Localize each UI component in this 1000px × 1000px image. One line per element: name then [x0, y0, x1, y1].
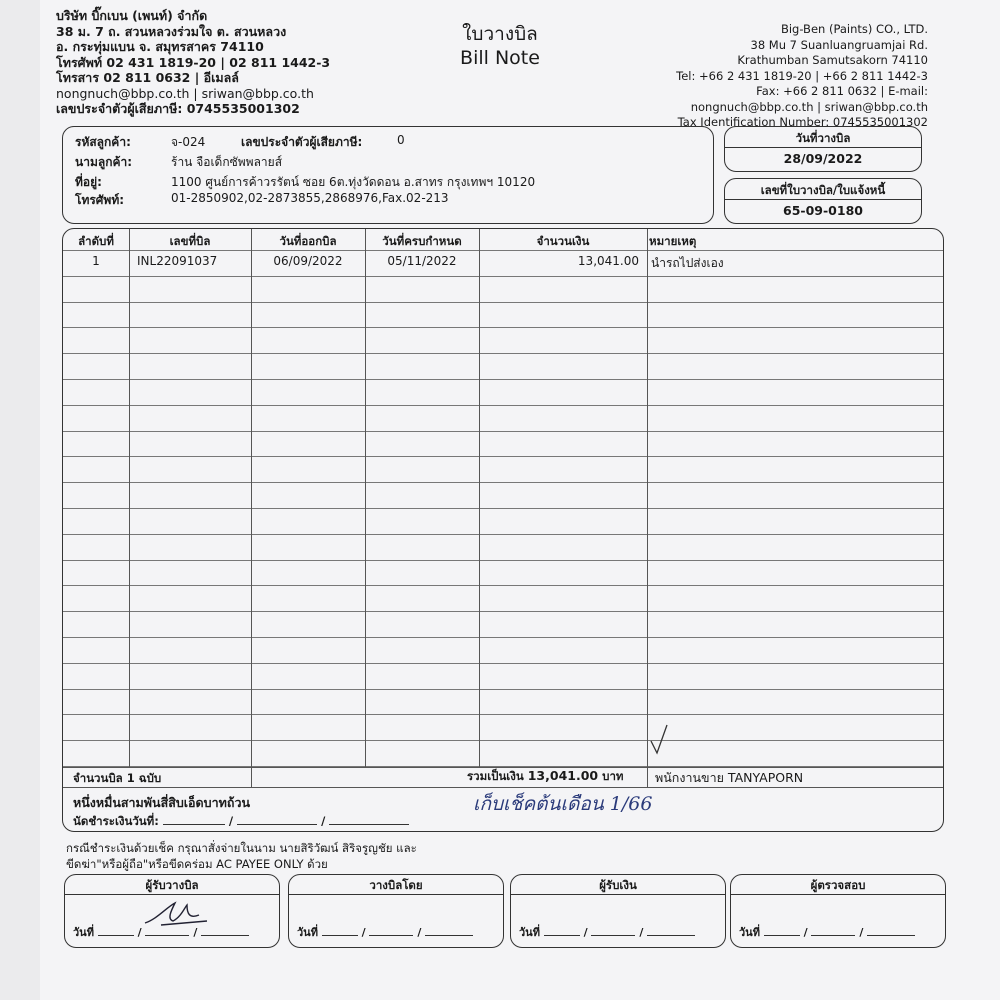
- header-due-date: วันที่ครบกำหนด: [382, 234, 462, 248]
- bill-date-value: 28/09/2022: [783, 151, 863, 166]
- signature-box-title: ผู้ตรวจสอบ: [810, 878, 866, 892]
- header-item-no: ลำดับที่: [78, 234, 114, 248]
- bill-number-label: เลขที่ใบวางบิล/ใบแจ้งหนี้: [760, 183, 886, 197]
- header-bill-no: เลขที่บิล: [169, 234, 211, 248]
- company-thai-tax: เลขประจำตัวผู้เสียภาษี: 0745535001302: [56, 101, 300, 116]
- salesperson-label: พนักงานขาย: [655, 770, 724, 785]
- company-thai-address-1: 38 ม. 7 ถ. สวนหลวงร่วมใจ ต. สวนหลวง: [56, 23, 287, 39]
- company-english-name: Big-Ben (Paints) CO., LTD.: [780, 22, 928, 36]
- table-ruled-line: [63, 379, 943, 380]
- customer-code: จ-024: [171, 135, 206, 149]
- payment-instruction-line-1: กรณีชำระเงินด้วยเช็ค กรุณาสั่งจ่ายในนาม นายสิริวัฒน์ สิริจรูญชัย และ: [66, 841, 417, 855]
- document-title: [420, 22, 580, 70]
- row-1-due-date: 05/11/2022: [387, 254, 457, 268]
- signature-box-receiver: [64, 874, 280, 948]
- payment-instruction-line-2: ขีดฆ่า"หรือผู้ถือ"หรือขีดคร่อม AC PAYEE ONLY ด้วย: [66, 857, 328, 871]
- customer-phone-label: โทรศัพท์:: [75, 193, 125, 207]
- payment-date-blank: [329, 814, 409, 825]
- company-english-header: [676, 22, 928, 131]
- company-thai-name: บริษัท บิ๊กเบน (เพนท์) จำกัด: [56, 8, 208, 23]
- payment-date-blank: [163, 814, 225, 825]
- salesperson-name: TANYAPORN: [727, 770, 804, 785]
- customer-address-label: ที่อยู่:: [75, 175, 102, 189]
- row-1-bill: INL22091037: [137, 254, 218, 268]
- signature-box-divider: [731, 894, 945, 895]
- signature-box-divider: [511, 894, 725, 895]
- table-ruled-line: [63, 534, 943, 535]
- footer-column-divider: [251, 767, 252, 787]
- row-1-amount: 13,041.00: [577, 254, 639, 268]
- table-ruled-line: [63, 663, 943, 664]
- total-row: [467, 768, 623, 786]
- table-ruled-line: [63, 327, 943, 328]
- handwritten-note: เก็บเช็คต้นเดือน 1/66: [473, 793, 653, 815]
- signature-box-title: วางบิลโดย: [369, 878, 423, 892]
- table-ruled-line: [63, 637, 943, 638]
- row-1-remark: นำรถไปส่งเอง: [651, 256, 724, 270]
- bill-date-divider: [725, 147, 921, 148]
- signature-box-title: ผู้รับเงิน: [599, 878, 637, 892]
- bill-number-box: [724, 178, 922, 224]
- company-english-address-1: 38 Mu 7 Suanluangruamjai Rd.: [750, 37, 928, 52]
- payment-date-label: นัดชำระเงินวันที่:: [73, 814, 159, 828]
- customer-address: 1100 ศูนย์การค้าวรรัตน์ ซอย 6ต.ทุ่งวัดดอน อ.สาทร กรุงเทพฯ 10120: [171, 175, 536, 189]
- signature-date: วันที่ / /: [297, 923, 473, 941]
- table-ruled-line: [63, 431, 943, 432]
- signature-date: วันที่ / /: [739, 923, 915, 941]
- signature-box-billed-by: [288, 874, 504, 948]
- company-thai-header: [56, 8, 330, 117]
- table-ruled-line: [63, 456, 943, 457]
- title-english: Bill Note: [460, 47, 540, 69]
- company-english-email: nongnuch@bbp.co.th | sriwan@bbp.co.th: [690, 99, 928, 114]
- table-ruled-line: [63, 611, 943, 612]
- company-english-phone: Tel: +66 2 431 1819-20 | +66 2 811 1442-3: [676, 68, 928, 83]
- bill-number-divider: [725, 199, 921, 200]
- signature-date-label: วันที่: [519, 926, 540, 939]
- signature-date: วันที่ / /: [519, 923, 695, 941]
- table-ruled-line: [63, 740, 943, 741]
- total-currency: บาท: [602, 769, 624, 783]
- bill-date-label: วันที่วางบิล: [795, 131, 851, 145]
- customer-taxid-label: เลขประจำตัวผู้เสียภาษี:: [241, 135, 363, 149]
- table-ruled-line: [63, 482, 943, 483]
- payment-date-blank: [237, 814, 317, 825]
- signature-date-label: วันที่: [297, 926, 318, 939]
- bill-count: จำนวนบิล 1 ฉบับ: [73, 771, 162, 785]
- signature-date-label: วันที่: [73, 926, 94, 939]
- header-remark: หมายเหตุ: [649, 234, 697, 248]
- signature-box-inspector: [730, 874, 946, 948]
- table-ruled-line: [63, 560, 943, 561]
- column-divider: [365, 229, 366, 767]
- customer-taxid: 0: [397, 133, 405, 147]
- table-ruled-line: [63, 405, 943, 406]
- row-1-issue-date: 06/09/2022: [273, 254, 343, 268]
- payment-instruction: [66, 840, 417, 872]
- bill-date-box: [724, 126, 922, 172]
- signature-box-title: ผู้รับวางบิล: [145, 878, 199, 892]
- table-ruled-line: [63, 508, 943, 509]
- total-label: รวมเป็นเงิน: [467, 769, 524, 783]
- amount-in-words: หนึ่งหมื่นสามพันสี่สิบเอ็ดบาทถ้วน: [73, 795, 251, 810]
- bill-number-value: 65-09-0180: [783, 203, 863, 218]
- customer-name: ร้าน จือเด็กซัพพลายส์: [171, 155, 283, 169]
- signature-box-divider: [289, 894, 503, 895]
- customer-info-box: [62, 126, 714, 224]
- checkmark-icon: [649, 723, 673, 759]
- customer-code-label: รหัสลูกค้า:: [75, 135, 131, 149]
- column-divider: [479, 229, 480, 767]
- company-thai-fax: โทรสาร 02 811 0632 | อีเมลล์: [56, 70, 239, 85]
- row-1-no: 1: [92, 254, 100, 268]
- signature-box-divider: [65, 894, 279, 895]
- company-english-tax: Tax Identification Number: 0745535001302: [677, 115, 928, 129]
- header-issue-date: วันที่ออกบิล: [279, 234, 337, 248]
- column-divider: [251, 229, 252, 767]
- salesperson: [655, 768, 803, 788]
- total-amount: 13,041.00: [527, 768, 599, 783]
- signature-date-label: วันที่: [739, 926, 760, 939]
- table-ruled-line: [63, 689, 943, 690]
- customer-phone: 01-2850902,02-2873855,2868976,Fax.02-213: [171, 191, 449, 205]
- header-amount: จำนวนเงิน: [536, 234, 590, 248]
- company-thai-phone: โทรศัพท์ 02 431 1819-20 | 02 811 1442-3: [56, 54, 331, 70]
- signature-box-payee: [510, 874, 726, 948]
- bill-table: [62, 228, 944, 832]
- table-ruled-line: [63, 353, 943, 354]
- signature-date: วันที่ / /: [73, 923, 249, 941]
- table-ruled-line: [63, 714, 943, 715]
- table-ruled-line: [63, 302, 943, 303]
- company-thai-address-2: อ. กระทุ่มแบน จ. สมุทรสาคร 74110: [56, 39, 264, 54]
- table-ruled-line: [63, 276, 943, 277]
- company-english-address-2: Krathumban Samutsakorn 74110: [737, 53, 928, 67]
- column-divider: [129, 229, 130, 767]
- payment-date-row: นัดชำระเงินวันที่: / /: [73, 813, 409, 831]
- company-english-fax: Fax: +66 2 811 0632 | E-mail:: [756, 84, 928, 98]
- column-divider: [647, 229, 648, 787]
- footer-divider: [63, 787, 943, 788]
- customer-name-label: นามลูกค้า:: [75, 155, 133, 169]
- title-thai: ใบวางบิล: [462, 23, 538, 45]
- company-thai-email: nongnuch@bbp.co.th | sriwan@bbp.co.th: [56, 85, 314, 101]
- table-ruled-line: [63, 585, 943, 586]
